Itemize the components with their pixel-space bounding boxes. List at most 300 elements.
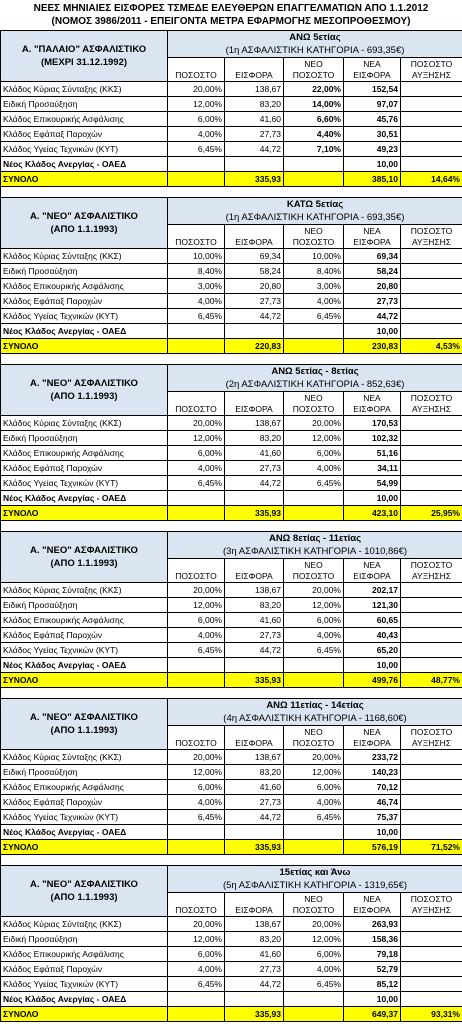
row-rate bbox=[168, 491, 225, 506]
row-label: Κλάδος Κύριας Σύνταξης (ΚΚΣ) bbox=[1, 249, 168, 264]
row-new-rate bbox=[284, 324, 344, 339]
total-label: ΣΥΝΟΛΟ bbox=[1, 840, 168, 855]
table-row bbox=[1, 947, 462, 962]
row-new-contribution: 97,07 bbox=[344, 97, 401, 112]
total-label: ΣΥΝΟΛΟ bbox=[1, 1007, 168, 1022]
row-increase bbox=[401, 613, 462, 628]
row-new-rate bbox=[284, 825, 344, 840]
row-increase bbox=[401, 97, 462, 112]
row-label: Κλάδος Εφάπαξ Παροχών bbox=[1, 461, 168, 476]
contribution-header: ΕΙΣΦΟΡΑ bbox=[225, 726, 284, 750]
row-increase bbox=[401, 324, 462, 339]
section-category-title: ΑΝΩ 5ετίας - 8ετίας bbox=[271, 366, 359, 377]
total-rate-empty bbox=[168, 339, 225, 354]
row-label: Νέος Κλάδος Ανεργίας - ΟΑΕΔ bbox=[1, 992, 168, 1007]
row-contribution: 44,72 bbox=[225, 476, 284, 491]
row-new-contribution: 52,79 bbox=[344, 962, 401, 977]
row-contribution: 138,67 bbox=[225, 750, 284, 765]
total-contribution: 220,83 bbox=[225, 339, 284, 354]
row-new-contribution: 158,36 bbox=[344, 932, 401, 947]
row-label: Κλάδος Επικουρικής Ασφάλισης bbox=[1, 947, 168, 962]
total-label: ΣΥΝΟΛΟ bbox=[1, 172, 168, 187]
row-increase bbox=[401, 765, 462, 780]
row-new-rate: 12,00% bbox=[284, 431, 344, 446]
rate-header: ΠΟΣΟΣΤΟ bbox=[168, 392, 225, 416]
new-contribution-header: ΝΕΑ ΕΙΣΦΟΡΑ bbox=[344, 225, 401, 249]
total-rate-empty bbox=[168, 506, 225, 521]
row-contribution: 44,72 bbox=[225, 643, 284, 658]
row-new-contribution: 60,65 bbox=[344, 613, 401, 628]
row-contribution: 138,67 bbox=[225, 416, 284, 431]
section-category-cell bbox=[168, 532, 462, 559]
section-scheme-period: (ΑΠΟ 1.1.1993) bbox=[50, 892, 118, 903]
total-label: ΣΥΝΟΛΟ bbox=[1, 673, 168, 688]
total-new-contribution: 576,19 bbox=[344, 840, 401, 855]
row-rate: 12,00% bbox=[168, 932, 225, 947]
table-row bbox=[1, 628, 462, 643]
row-label: Νέος Κλάδος Ανεργίας - ΟΑΕΔ bbox=[1, 825, 168, 840]
row-label: Ειδική Προσαύξηση bbox=[1, 264, 168, 279]
row-new-contribution: 46,74 bbox=[344, 795, 401, 810]
row-rate: 4,00% bbox=[168, 127, 225, 142]
table-row bbox=[1, 810, 462, 825]
table-row bbox=[1, 309, 462, 324]
row-increase bbox=[401, 264, 462, 279]
section-category-subtitle: (1η ΑΣΦΑΛΙΣΤΙΚΗ ΚΑΤΗΓΟΡΙΑ - 693,35€) bbox=[225, 45, 405, 56]
table-row bbox=[1, 416, 462, 431]
row-contribution: 138,67 bbox=[225, 82, 284, 97]
row-new-contribution: 58,24 bbox=[344, 264, 401, 279]
row-label: Κλάδος Εφάπαξ Παροχών bbox=[1, 127, 168, 142]
table-row bbox=[1, 932, 462, 947]
row-new-rate: 6,00% bbox=[284, 613, 344, 628]
row-new-rate: 4,00% bbox=[284, 294, 344, 309]
row-label: Ειδική Προσαύξηση bbox=[1, 431, 168, 446]
section-scheme-title: Α. "ΠΑΛΑΙΟ" ΑΣΦΑΛΙΣΤΙΚΟ bbox=[21, 44, 147, 55]
row-label: Νέος Κλάδος Ανεργίας - ΟΑΕΔ bbox=[1, 491, 168, 506]
section-category-subtitle: (4η ΑΣΦΑΛΙΣΤΙΚΗ ΚΑΤΗΓΟΡΙΑ - 1168,60€) bbox=[223, 713, 407, 724]
row-new-rate: 20,00% bbox=[284, 416, 344, 431]
row-new-rate: 4,00% bbox=[284, 461, 344, 476]
row-new-contribution: 10,00 bbox=[344, 992, 401, 1007]
contribution-header: ΕΙΣΦΟΡΑ bbox=[225, 559, 284, 583]
row-contribution: 27,73 bbox=[225, 795, 284, 810]
row-new-contribution: 40,43 bbox=[344, 628, 401, 643]
row-label: Κλάδος Εφάπαξ Παροχών bbox=[1, 628, 168, 643]
section-scheme-cell bbox=[1, 699, 168, 750]
rate-header: ΠΟΣΟΣΤΟ bbox=[168, 225, 225, 249]
new-contribution-header: ΝΕΑ ΕΙΣΦΟΡΑ bbox=[344, 392, 401, 416]
row-new-contribution: 34,11 bbox=[344, 461, 401, 476]
section-category-cell bbox=[168, 365, 462, 392]
section-spacer bbox=[1, 521, 462, 532]
new-rate-header: ΝΕΟ ΠΟΣΟΣΤΟ bbox=[284, 893, 344, 917]
table-row bbox=[1, 795, 462, 810]
section-scheme-period: (ΑΠΟ 1.1.1993) bbox=[50, 558, 118, 569]
row-label: Κλάδος Υγείας Τεχνικών (ΚΥΤ) bbox=[1, 309, 168, 324]
row-contribution: 44,72 bbox=[225, 309, 284, 324]
row-increase bbox=[401, 583, 462, 598]
table-row bbox=[1, 917, 462, 932]
row-label: Κλάδος Επικουρικής Ασφάλισης bbox=[1, 112, 168, 127]
section-spacer bbox=[1, 688, 462, 699]
row-new-rate: 8,40% bbox=[284, 264, 344, 279]
row-new-rate bbox=[284, 491, 344, 506]
new-contribution-header: ΝΕΑ ΕΙΣΦΟΡΑ bbox=[344, 893, 401, 917]
contributions-table bbox=[0, 30, 462, 1022]
row-new-contribution: 20,80 bbox=[344, 279, 401, 294]
row-contribution: 44,72 bbox=[225, 142, 284, 157]
row-new-rate: 20,00% bbox=[284, 750, 344, 765]
total-row bbox=[1, 506, 462, 521]
section-scheme-cell bbox=[1, 31, 168, 82]
section-header-row bbox=[1, 699, 462, 726]
total-row bbox=[1, 840, 462, 855]
total-new-contribution: 649,37 bbox=[344, 1007, 401, 1022]
section-category-cell bbox=[168, 866, 462, 893]
section-category-title: ΑΝΩ 8ετίας - 11ετίας bbox=[268, 533, 362, 544]
row-increase bbox=[401, 932, 462, 947]
section-scheme-period: (ΑΠΟ 1.1.1993) bbox=[50, 224, 118, 235]
table-row bbox=[1, 249, 462, 264]
row-label: Κλάδος Κύριας Σύνταξης (ΚΚΣ) bbox=[1, 750, 168, 765]
row-label: Ειδική Προσαύξηση bbox=[1, 765, 168, 780]
table-row bbox=[1, 962, 462, 977]
row-increase bbox=[401, 431, 462, 446]
row-new-contribution: 10,00 bbox=[344, 157, 401, 172]
section-scheme-title: Α. "ΝΕΟ" ΑΣΦΑΛΙΣΤΙΚΟ bbox=[30, 879, 138, 890]
row-contribution: 27,73 bbox=[225, 962, 284, 977]
row-increase bbox=[401, 446, 462, 461]
row-new-rate: 6,00% bbox=[284, 780, 344, 795]
row-increase bbox=[401, 750, 462, 765]
table-row bbox=[1, 750, 462, 765]
row-new-contribution: 65,20 bbox=[344, 643, 401, 658]
row-increase bbox=[401, 628, 462, 643]
row-increase bbox=[401, 977, 462, 992]
row-label: Κλάδος Εφάπαξ Παροχών bbox=[1, 962, 168, 977]
total-increase: 4,53% bbox=[401, 339, 462, 354]
row-rate bbox=[168, 658, 225, 673]
row-new-contribution: 69,34 bbox=[344, 249, 401, 264]
row-rate: 20,00% bbox=[168, 416, 225, 431]
row-contribution: 41,60 bbox=[225, 947, 284, 962]
table-row bbox=[1, 780, 462, 795]
contribution-header: ΕΙΣΦΟΡΑ bbox=[225, 392, 284, 416]
new-contribution-header: ΝΕΑ ΕΙΣΦΟΡΑ bbox=[344, 58, 401, 82]
row-label: Κλάδος Υγείας Τεχνικών (ΚΥΤ) bbox=[1, 810, 168, 825]
row-rate: 6,00% bbox=[168, 947, 225, 962]
section-header-row bbox=[1, 532, 462, 559]
new-contribution-header: ΝΕΑ ΕΙΣΦΟΡΑ bbox=[344, 726, 401, 750]
document-title bbox=[0, 0, 462, 30]
table-row bbox=[1, 765, 462, 780]
row-rate: 6,45% bbox=[168, 977, 225, 992]
row-new-rate: 7,10% bbox=[284, 142, 344, 157]
row-rate bbox=[168, 324, 225, 339]
row-increase bbox=[401, 917, 462, 932]
increase-rate-header: ΠΟΣΟΣΤΟ ΑΥΞΗΣΗΣ bbox=[401, 559, 462, 583]
row-contribution: 44,72 bbox=[225, 977, 284, 992]
section-spacer-cell bbox=[1, 187, 462, 198]
table-row bbox=[1, 431, 462, 446]
row-increase bbox=[401, 294, 462, 309]
total-new-rate-empty bbox=[284, 339, 344, 354]
row-contribution: 69,34 bbox=[225, 249, 284, 264]
row-new-rate: 4,40% bbox=[284, 127, 344, 142]
row-label: Κλάδος Κύριας Σύνταξης (ΚΚΣ) bbox=[1, 416, 168, 431]
row-increase bbox=[401, 795, 462, 810]
row-rate: 12,00% bbox=[168, 765, 225, 780]
row-new-rate: 12,00% bbox=[284, 598, 344, 613]
section-scheme-title: Α. "ΝΕΟ" ΑΣΦΑΛΙΣΤΙΚΟ bbox=[30, 712, 138, 723]
row-label: Κλάδος Επικουρικής Ασφάλισης bbox=[1, 613, 168, 628]
table-row bbox=[1, 613, 462, 628]
total-new-rate-empty bbox=[284, 1007, 344, 1022]
row-label: Ειδική Προσαύξηση bbox=[1, 598, 168, 613]
contribution-header: ΕΙΣΦΟΡΑ bbox=[225, 225, 284, 249]
row-rate: 20,00% bbox=[168, 583, 225, 598]
row-contribution bbox=[225, 324, 284, 339]
row-rate: 6,00% bbox=[168, 446, 225, 461]
row-label: Κλάδος Επικουρικής Ασφάλισης bbox=[1, 780, 168, 795]
row-new-contribution: 45,76 bbox=[344, 112, 401, 127]
row-label: Κλάδος Εφάπαξ Παροχών bbox=[1, 294, 168, 309]
section-scheme-title: Α. "ΝΕΟ" ΑΣΦΑΛΙΣΤΙΚΟ bbox=[30, 211, 138, 222]
row-increase bbox=[401, 962, 462, 977]
new-rate-header: ΝΕΟ ΠΟΣΟΣΤΟ bbox=[284, 392, 344, 416]
row-new-contribution: 30,51 bbox=[344, 127, 401, 142]
section-scheme-title: Α. "ΝΕΟ" ΑΣΦΑΛΙΣΤΙΚΟ bbox=[30, 545, 138, 556]
row-new-rate: 20,00% bbox=[284, 583, 344, 598]
row-new-contribution: 79,18 bbox=[344, 947, 401, 962]
row-increase bbox=[401, 780, 462, 795]
row-new-contribution: 10,00 bbox=[344, 491, 401, 506]
row-new-rate: 10,00% bbox=[284, 249, 344, 264]
row-new-contribution: 49,23 bbox=[344, 142, 401, 157]
row-new-rate: 6,45% bbox=[284, 643, 344, 658]
row-increase bbox=[401, 112, 462, 127]
row-increase bbox=[401, 309, 462, 324]
row-label: Κλάδος Επικουρικής Ασφάλισης bbox=[1, 446, 168, 461]
total-new-rate-empty bbox=[284, 673, 344, 688]
table-row bbox=[1, 82, 462, 97]
table-row bbox=[1, 324, 462, 339]
row-new-rate: 6,45% bbox=[284, 810, 344, 825]
rate-header: ΠΟΣΟΣΤΟ bbox=[168, 726, 225, 750]
row-label: Κλάδος Κύριας Σύνταξης (ΚΚΣ) bbox=[1, 583, 168, 598]
section-scheme-title: Α. "ΝΕΟ" ΑΣΦΑΛΙΣΤΙΚΟ bbox=[30, 378, 138, 389]
section-scheme-cell bbox=[1, 866, 168, 917]
row-label: Νέος Κλάδος Ανεργίας - ΟΑΕΔ bbox=[1, 324, 168, 339]
row-contribution: 41,60 bbox=[225, 112, 284, 127]
table-row bbox=[1, 583, 462, 598]
row-rate: 4,00% bbox=[168, 795, 225, 810]
section-header-row bbox=[1, 365, 462, 392]
row-rate: 6,45% bbox=[168, 309, 225, 324]
section-category-cell bbox=[168, 31, 462, 58]
total-rate-empty bbox=[168, 172, 225, 187]
row-new-contribution: 10,00 bbox=[344, 324, 401, 339]
row-label: Κλάδος Εφάπαξ Παροχών bbox=[1, 795, 168, 810]
row-new-rate: 6,45% bbox=[284, 977, 344, 992]
row-rate: 4,00% bbox=[168, 628, 225, 643]
row-increase bbox=[401, 82, 462, 97]
table-row bbox=[1, 598, 462, 613]
section-spacer bbox=[1, 187, 462, 198]
row-new-rate: 6,45% bbox=[284, 476, 344, 491]
total-rate-empty bbox=[168, 1007, 225, 1022]
total-row bbox=[1, 172, 462, 187]
row-contribution bbox=[225, 491, 284, 506]
row-contribution bbox=[225, 825, 284, 840]
row-rate: 12,00% bbox=[168, 97, 225, 112]
section-spacer-cell bbox=[1, 354, 462, 365]
row-increase bbox=[401, 598, 462, 613]
new-contribution-header: ΝΕΑ ΕΙΣΦΟΡΑ bbox=[344, 559, 401, 583]
section-spacer-cell bbox=[1, 688, 462, 699]
total-contribution: 335,93 bbox=[225, 840, 284, 855]
total-new-rate-empty bbox=[284, 506, 344, 521]
row-rate bbox=[168, 825, 225, 840]
total-row bbox=[1, 1007, 462, 1022]
section-header-row bbox=[1, 866, 462, 893]
table-row bbox=[1, 264, 462, 279]
row-contribution: 20,80 bbox=[225, 279, 284, 294]
title-line-1: ΝΕΕΣ ΜΗΝΙΑΙΕΣ ΕΙΣΦΟΡΕΣ ΤΣΜΕΔΕ ΕΛΕΥΘΕΡΩΝ ΕΠΑΓΓΕΛΜΑΤΙΩΝ ΑΠΟ 1.1.2012 bbox=[33, 3, 429, 14]
row-new-contribution: 202,17 bbox=[344, 583, 401, 598]
row-contribution: 27,73 bbox=[225, 628, 284, 643]
row-contribution: 41,60 bbox=[225, 613, 284, 628]
row-new-rate: 20,00% bbox=[284, 917, 344, 932]
row-new-rate bbox=[284, 157, 344, 172]
section-spacer bbox=[1, 354, 462, 365]
rate-header: ΠΟΣΟΣΤΟ bbox=[168, 893, 225, 917]
row-new-rate: 12,00% bbox=[284, 765, 344, 780]
section-category-cell bbox=[168, 198, 462, 225]
row-new-contribution: 152,54 bbox=[344, 82, 401, 97]
row-rate: 4,00% bbox=[168, 962, 225, 977]
row-new-contribution: 51,16 bbox=[344, 446, 401, 461]
total-contribution: 335,93 bbox=[225, 1007, 284, 1022]
increase-rate-header: ΠΟΣΟΣΤΟ ΑΥΞΗΣΗΣ bbox=[401, 392, 462, 416]
row-contribution bbox=[225, 658, 284, 673]
row-new-contribution: 54,99 bbox=[344, 476, 401, 491]
table-row bbox=[1, 461, 462, 476]
increase-rate-header: ΠΟΣΟΣΤΟ ΑΥΞΗΣΗΣ bbox=[401, 225, 462, 249]
total-new-contribution: 499,76 bbox=[344, 673, 401, 688]
total-increase: 71,52% bbox=[401, 840, 462, 855]
row-contribution: 138,67 bbox=[225, 583, 284, 598]
total-new-rate-empty bbox=[284, 840, 344, 855]
row-new-rate: 12,00% bbox=[284, 932, 344, 947]
section-scheme-period: (ΑΠΟ 1.1.1993) bbox=[50, 725, 118, 736]
row-label: Κλάδος Υγείας Τεχνικών (ΚΥΤ) bbox=[1, 643, 168, 658]
row-new-contribution: 85,12 bbox=[344, 977, 401, 992]
row-new-rate: 6,00% bbox=[284, 446, 344, 461]
table-row bbox=[1, 279, 462, 294]
row-rate: 12,00% bbox=[168, 598, 225, 613]
row-new-contribution: 140,23 bbox=[344, 765, 401, 780]
row-new-rate: 4,00% bbox=[284, 795, 344, 810]
new-rate-header: ΝΕΟ ΠΟΣΟΣΤΟ bbox=[284, 726, 344, 750]
section-category-subtitle: (2η ΑΣΦΑΛΙΣΤΙΚΗ ΚΑΤΗΓΟΡΙΑ - 852,63€) bbox=[225, 379, 405, 390]
table-row bbox=[1, 294, 462, 309]
row-new-rate bbox=[284, 992, 344, 1007]
table-row bbox=[1, 157, 462, 172]
row-new-rate: 14,00% bbox=[284, 97, 344, 112]
row-rate: 6,45% bbox=[168, 476, 225, 491]
table-row bbox=[1, 112, 462, 127]
increase-rate-header: ΠΟΣΟΣΤΟ ΑΥΞΗΣΗΣ bbox=[401, 893, 462, 917]
new-rate-header: ΝΕΟ ΠΟΣΟΣΤΟ bbox=[284, 559, 344, 583]
row-new-rate: 6,60% bbox=[284, 112, 344, 127]
row-increase bbox=[401, 416, 462, 431]
rate-header: ΠΟΣΟΣΤΟ bbox=[168, 58, 225, 82]
row-contribution: 27,73 bbox=[225, 461, 284, 476]
row-new-contribution: 102,32 bbox=[344, 431, 401, 446]
new-rate-header: ΝΕΟ ΠΟΣΟΣΤΟ bbox=[284, 225, 344, 249]
row-contribution: 27,73 bbox=[225, 294, 284, 309]
row-increase bbox=[401, 476, 462, 491]
row-rate: 6,45% bbox=[168, 810, 225, 825]
row-contribution: 83,20 bbox=[225, 765, 284, 780]
row-new-contribution: 70,12 bbox=[344, 780, 401, 795]
section-category-subtitle: (1η ΑΣΦΑΛΙΣΤΙΚΗ ΚΑΤΗΓΟΡΙΑ - 693,35€) bbox=[225, 212, 405, 223]
row-new-rate: 22,00% bbox=[284, 82, 344, 97]
row-label: Κλάδος Επικουρικής Ασφάλισης bbox=[1, 279, 168, 294]
table-row bbox=[1, 142, 462, 157]
total-increase: 93,31% bbox=[401, 1007, 462, 1022]
section-scheme-cell bbox=[1, 365, 168, 416]
row-new-contribution: 233,72 bbox=[344, 750, 401, 765]
row-increase bbox=[401, 249, 462, 264]
table-row bbox=[1, 825, 462, 840]
row-label: Κλάδος Υγείας Τεχνικών (ΚΥΤ) bbox=[1, 476, 168, 491]
contribution-header: ΕΙΣΦΟΡΑ bbox=[225, 893, 284, 917]
row-contribution: 41,60 bbox=[225, 780, 284, 795]
section-category-subtitle: (5η ΑΣΦΑΛΙΣΤΙΚΗ ΚΑΤΗΓΟΡΙΑ - 1319,65€) bbox=[222, 880, 408, 891]
row-rate bbox=[168, 157, 225, 172]
row-label: Κλάδος Κύριας Σύνταξης (ΚΚΣ) bbox=[1, 917, 168, 932]
row-label: Κλάδος Υγείας Τεχνικών (ΚΥΤ) bbox=[1, 142, 168, 157]
row-new-contribution: 10,00 bbox=[344, 825, 401, 840]
table-row bbox=[1, 476, 462, 491]
row-new-contribution: 27,73 bbox=[344, 294, 401, 309]
row-contribution: 27,73 bbox=[225, 127, 284, 142]
row-contribution: 58,24 bbox=[225, 264, 284, 279]
row-increase bbox=[401, 825, 462, 840]
section-scheme-cell bbox=[1, 532, 168, 583]
row-increase bbox=[401, 157, 462, 172]
row-rate: 10,00% bbox=[168, 249, 225, 264]
total-increase: 25,95% bbox=[401, 506, 462, 521]
table-row bbox=[1, 977, 462, 992]
row-increase bbox=[401, 491, 462, 506]
section-spacer-cell bbox=[1, 521, 462, 532]
title-line-2: (ΝΟΜΟΣ 3986/2011 - ΕΠΕΙΓΟΝΤΑ ΜΕΤΡΑ ΕΦΑΡΜΟΓΗΣ ΜΕΣΟΠΡΟΘΕΣΜΟΥ) bbox=[51, 16, 411, 27]
section-spacer-cell bbox=[1, 855, 462, 866]
section-header-row bbox=[1, 31, 462, 58]
row-contribution: 83,20 bbox=[225, 431, 284, 446]
row-label: Ειδική Προσαύξηση bbox=[1, 97, 168, 112]
total-new-contribution: 230,83 bbox=[344, 339, 401, 354]
row-rate: 4,00% bbox=[168, 461, 225, 476]
row-rate: 6,45% bbox=[168, 142, 225, 157]
table-row bbox=[1, 127, 462, 142]
row-new-rate: 6,45% bbox=[284, 309, 344, 324]
section-category-title: ΑΝΩ 11ετίας - 14ετίας bbox=[266, 700, 364, 711]
